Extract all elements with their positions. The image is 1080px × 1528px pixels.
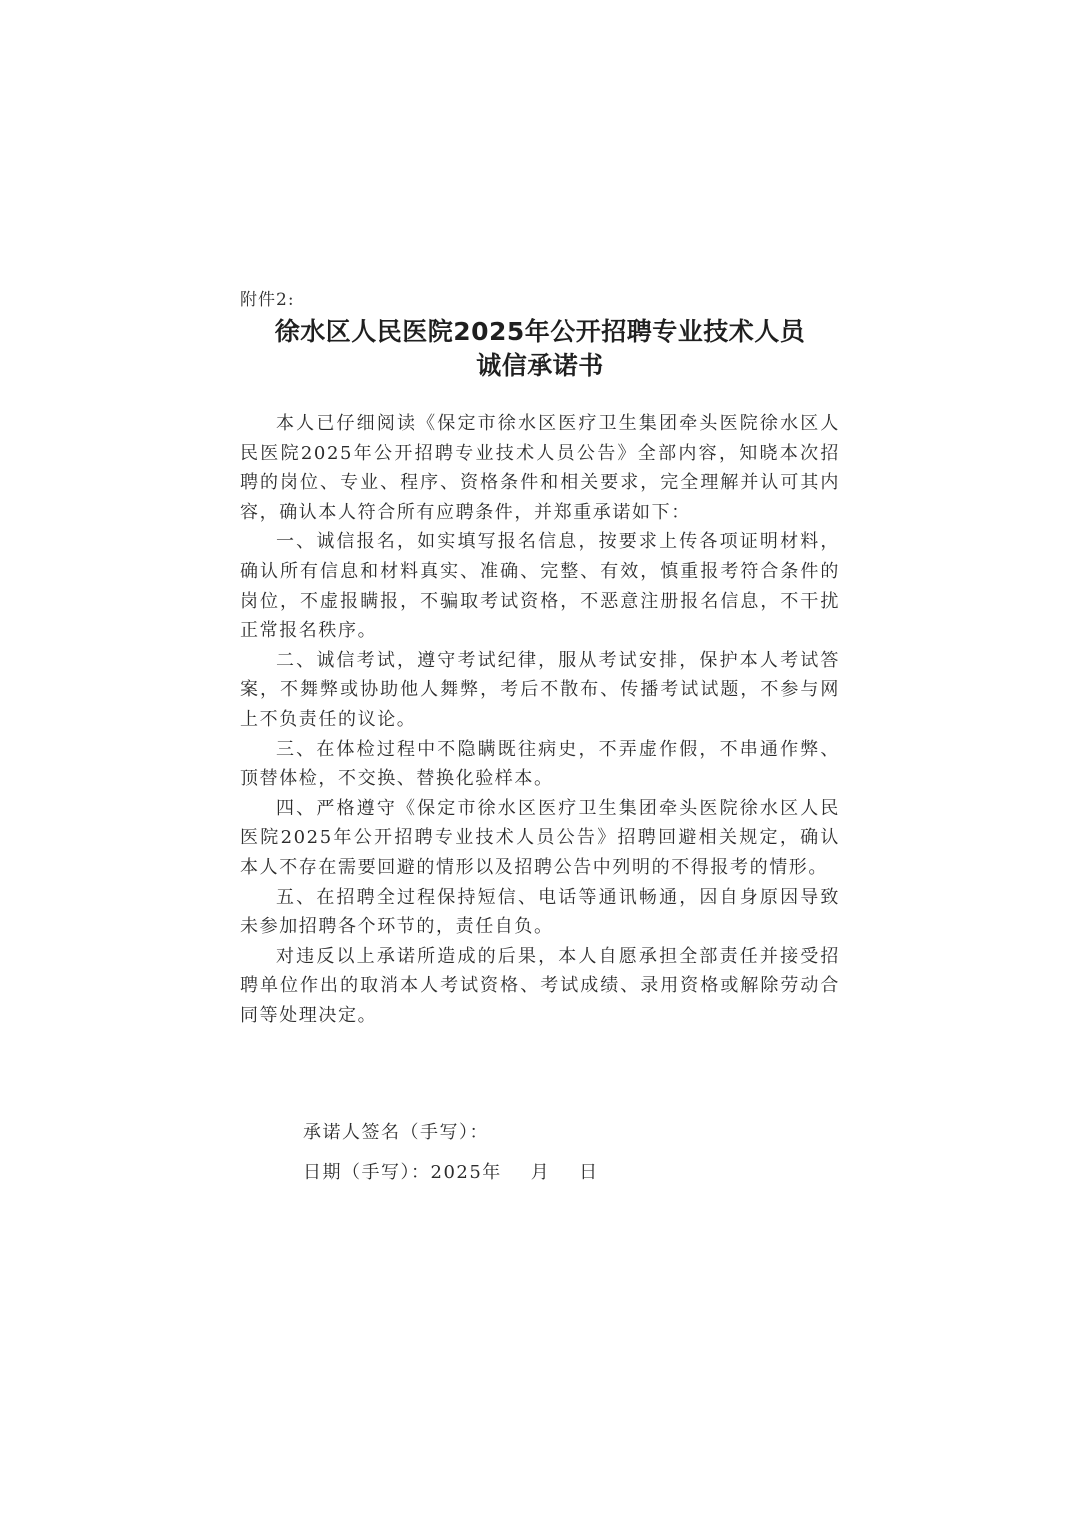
paragraph-pledge-2: 二、诚信考试，遵守考试纪律，服从考试安排，保护本人考试答案，不舞弊或协助他人舞弊，考后不散布、传播考试试题，不参与网上不负责任的议论。 [240, 649, 840, 730]
document-title-line-2: 诚信承诺书 [476, 351, 604, 380]
paragraph-pledge-4: 四、严格遵守《保定市徐水区医疗卫生集团牵头医院徐水区人民医院2025年公开招聘专业技术人员公告》招聘回避相关规定，确认本人不存在需要回避的情形以及招聘公告中列明的不得报考的情形。 [240, 797, 840, 878]
paragraph-intro: 本人已仔细阅读《保定市徐水区医疗卫生集团牵头医院徐水区人民医院2025年公开招聘专业技术人员公告》全部内容，知晓本次招聘的岗位、专业、程序、资格条件和相关要求，完全理解并认可其内容，确认本人符合所有应聘条件，并郑重承诺如下： [240, 413, 840, 523]
attachment-label: 附件2: [240, 290, 295, 310]
signature-line: 承诺人签名（手写）： [303, 1122, 489, 1143]
document-body [240, 409, 840, 1030]
paragraph-conclusion: 对违反以上承诺所造成的后果，本人自愿承担全部责任并接受招聘单位作出的取消本人考试资格、考试成绩、录用资格或解除劳动合同等处理决定。 [240, 945, 840, 1026]
paragraph-pledge-3: 三、在体检过程中不隐瞒既往病史，不弄虚作假，不串通作弊、顶替体检，不交换、替换化验样本。 [240, 738, 840, 790]
document-title-line-1: 徐水区人民医院2025年公开招聘专业技术人员 [274, 317, 806, 346]
date-line: 日期（手写）：2025年 月 日 [303, 1162, 599, 1183]
paragraph-pledge-5: 五、在招聘全过程保持短信、电话等通讯畅通，因自身原因导致未参加招聘各个环节的，责任自负。 [240, 886, 840, 938]
paragraph-pledge-1: 一、诚信报名，如实填写报名信息，按要求上传各项证明材料，确认所有信息和材料真实、准确、完整、有效，慎重报考符合条件的岗位，不虚报瞒报，不骗取考试资格，不恶意注册报名信息，不干扰正常报名秩序。 [240, 531, 840, 642]
